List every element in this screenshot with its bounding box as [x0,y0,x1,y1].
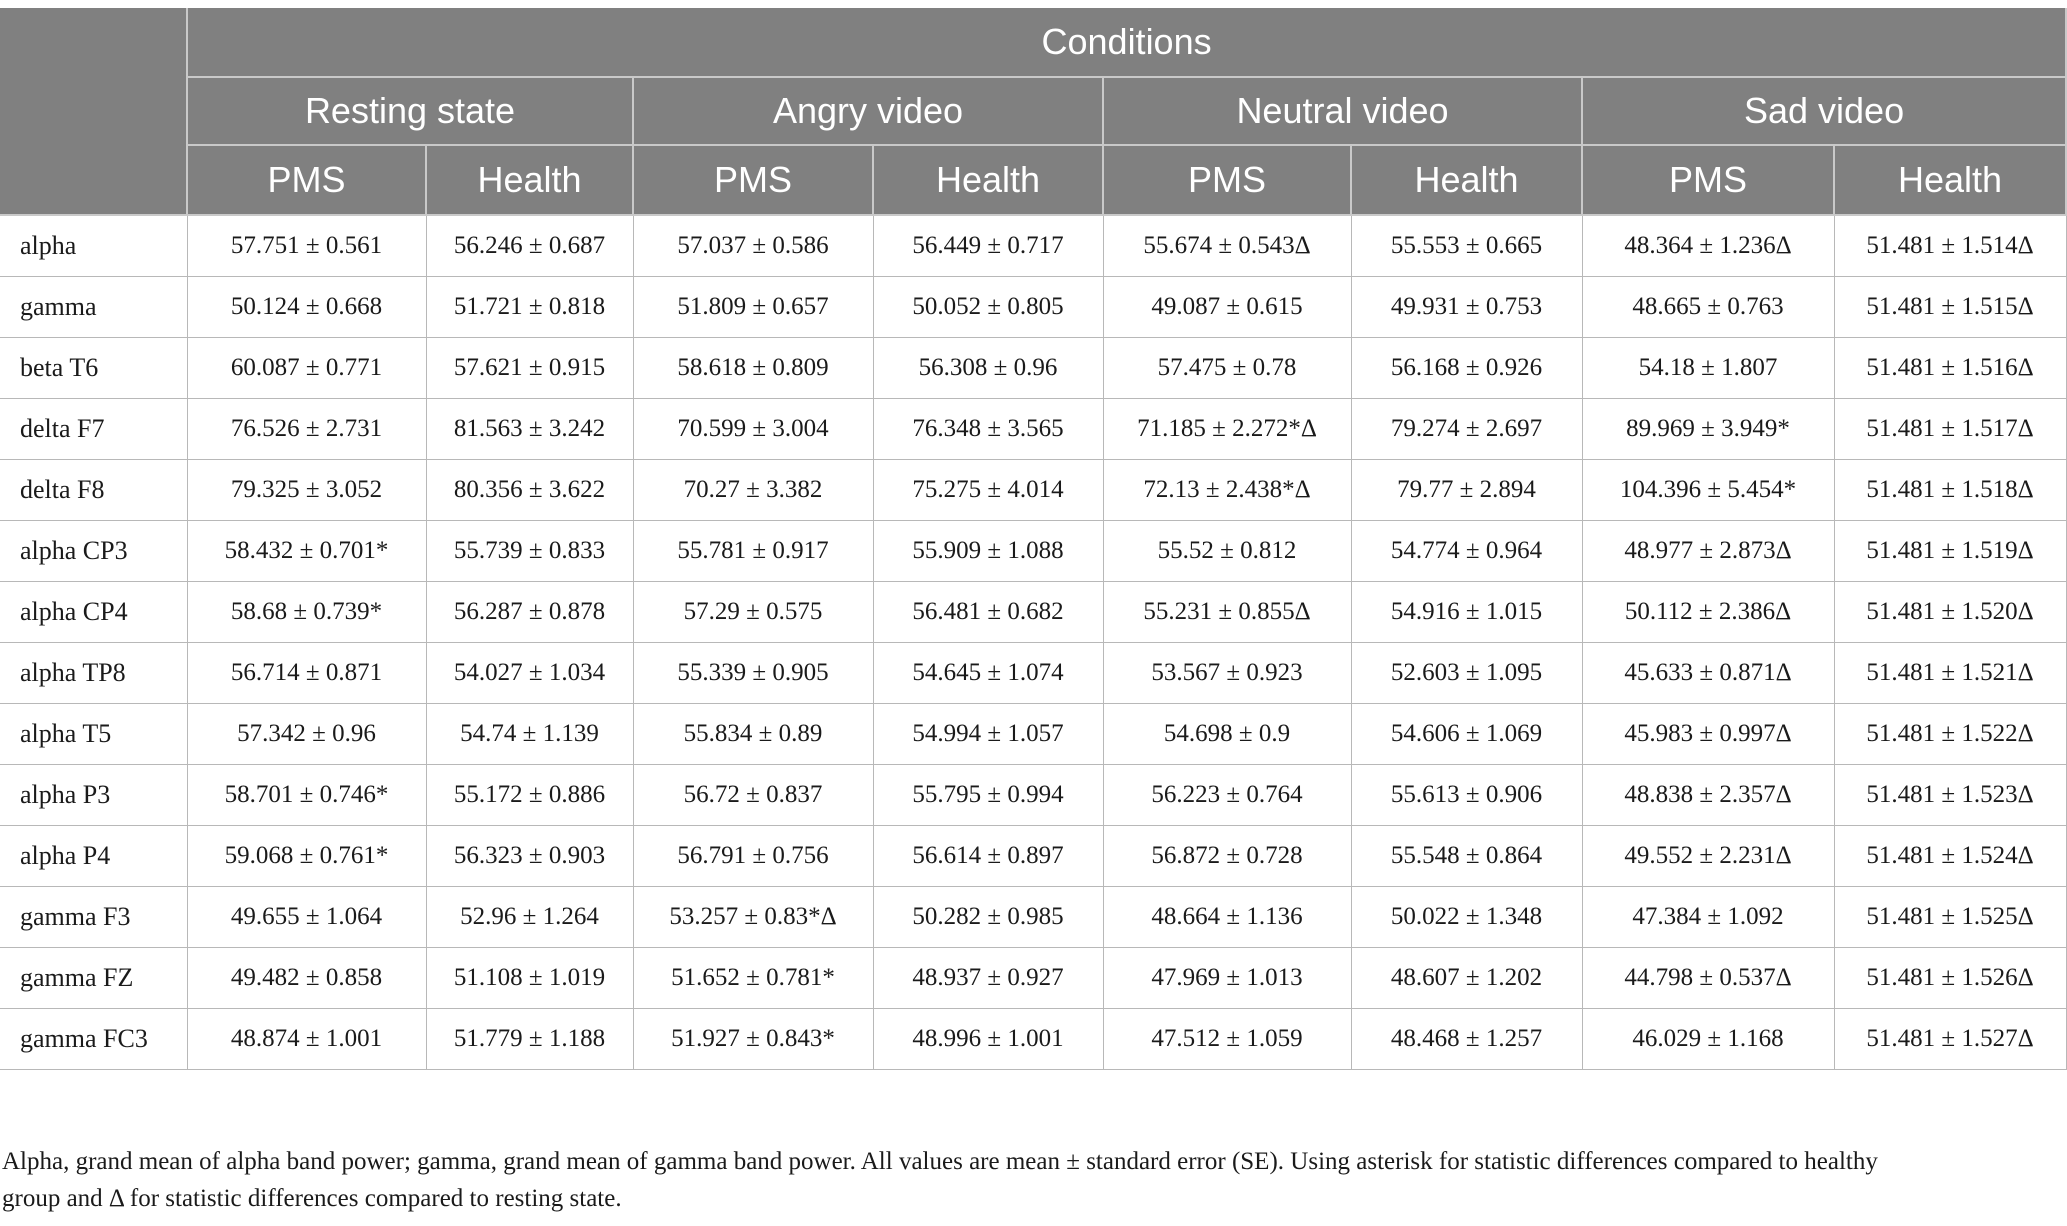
value-cell: 56.72 ± 0.837 [633,765,873,826]
value-cell: 57.751 ± 0.561 [187,215,426,277]
table-row [0,215,2066,277]
value-cell: 56.481 ± 0.682 [873,582,1103,643]
value-cell: 57.621 ± 0.915 [426,338,633,399]
value-cell: 56.287 ± 0.878 [426,582,633,643]
subgroup-header: PMS [1582,145,1834,215]
subgroup-header: PMS [633,145,873,215]
row-label: beta T6 [0,338,187,399]
value-cell: 55.553 ± 0.665 [1351,215,1582,277]
row-label: alpha CP4 [0,582,187,643]
value-cell: 56.614 ± 0.897 [873,826,1103,887]
value-cell: 51.809 ± 0.657 [633,277,873,338]
conditions-header: Conditions [187,8,2066,77]
value-cell: 45.983 ± 0.997Δ [1582,704,1834,765]
value-cell: 48.468 ± 1.257 [1351,1009,1582,1070]
table-row [0,826,2066,887]
value-cell: 53.567 ± 0.923 [1103,643,1351,704]
value-cell: 48.874 ± 1.001 [187,1009,426,1070]
header-row-group [0,8,2066,77]
table-row [0,521,2066,582]
value-cell: 56.791 ± 0.756 [633,826,873,887]
value-cell: 56.308 ± 0.96 [873,338,1103,399]
value-cell: 72.13 ± 2.438*Δ [1103,460,1351,521]
value-cell: 44.798 ± 0.537Δ [1582,948,1834,1009]
value-cell: 51.108 ± 1.019 [426,948,633,1009]
value-cell: 55.548 ± 0.864 [1351,826,1582,887]
value-cell: 47.969 ± 1.013 [1103,948,1351,1009]
value-cell: 50.112 ± 2.386Δ [1582,582,1834,643]
value-cell: 51.481 ± 1.516Δ [1834,338,2066,399]
footnote-line-2: group and Δ for statistic differences compared to resting state. [2,1185,622,1212]
row-label: gamma FC3 [0,1009,187,1070]
value-cell: 79.77 ± 2.894 [1351,460,1582,521]
value-cell: 51.481 ± 1.523Δ [1834,765,2066,826]
table-row [0,338,2066,399]
value-cell: 53.257 ± 0.83*Δ [633,887,873,948]
value-cell: 80.356 ± 3.622 [426,460,633,521]
row-label: alpha [0,215,187,277]
value-cell: 55.339 ± 0.905 [633,643,873,704]
table-row [0,765,2066,826]
table-footnote [2,1143,2042,1217]
value-cell: 50.124 ± 0.668 [187,277,426,338]
subgroup-header: Health [1834,145,2066,215]
value-cell: 49.482 ± 0.858 [187,948,426,1009]
value-cell: 54.645 ± 1.074 [873,643,1103,704]
header-row-subgroups [0,145,2066,215]
value-cell: 56.168 ± 0.926 [1351,338,1582,399]
value-cell: 76.526 ± 2.731 [187,399,426,460]
value-cell: 48.937 ± 0.927 [873,948,1103,1009]
value-cell: 55.909 ± 1.088 [873,521,1103,582]
value-cell: 49.087 ± 0.615 [1103,277,1351,338]
value-cell: 51.481 ± 1.514Δ [1834,215,2066,277]
value-cell: 52.96 ± 1.264 [426,887,633,948]
table-row [0,887,2066,948]
row-label: alpha T5 [0,704,187,765]
value-cell: 51.481 ± 1.520Δ [1834,582,2066,643]
value-cell: 54.74 ± 1.139 [426,704,633,765]
value-cell: 57.342 ± 0.96 [187,704,426,765]
value-cell: 57.29 ± 0.575 [633,582,873,643]
value-cell: 55.795 ± 0.994 [873,765,1103,826]
value-cell: 51.652 ± 0.781* [633,948,873,1009]
value-cell: 56.246 ± 0.687 [426,215,633,277]
table-body [0,215,2066,1070]
value-cell: 54.994 ± 1.057 [873,704,1103,765]
value-cell: 51.481 ± 1.527Δ [1834,1009,2066,1070]
row-label: alpha TP8 [0,643,187,704]
value-cell: 54.774 ± 0.964 [1351,521,1582,582]
value-cell: 54.916 ± 1.015 [1351,582,1582,643]
value-cell: 50.282 ± 0.985 [873,887,1103,948]
row-label: alpha P3 [0,765,187,826]
condition-header-angry: Angry video [633,77,1103,145]
value-cell: 56.872 ± 0.728 [1103,826,1351,887]
value-cell: 51.481 ± 1.522Δ [1834,704,2066,765]
table-header [0,8,2066,215]
table-row [0,1009,2066,1070]
value-cell: 55.834 ± 0.89 [633,704,873,765]
value-cell: 56.449 ± 0.717 [873,215,1103,277]
value-cell: 79.325 ± 3.052 [187,460,426,521]
value-cell: 57.037 ± 0.586 [633,215,873,277]
value-cell: 56.323 ± 0.903 [426,826,633,887]
value-cell: 48.664 ± 1.136 [1103,887,1351,948]
row-label: gamma F3 [0,887,187,948]
value-cell: 51.481 ± 1.519Δ [1834,521,2066,582]
value-cell: 48.607 ± 1.202 [1351,948,1582,1009]
subgroup-header: PMS [187,145,426,215]
value-cell: 55.613 ± 0.906 [1351,765,1582,826]
value-cell: 51.779 ± 1.188 [426,1009,633,1070]
value-cell: 49.931 ± 0.753 [1351,277,1582,338]
value-cell: 55.52 ± 0.812 [1103,521,1351,582]
value-cell: 79.274 ± 2.697 [1351,399,1582,460]
condition-header-neutral: Neutral video [1103,77,1582,145]
value-cell: 58.618 ± 0.809 [633,338,873,399]
value-cell: 56.223 ± 0.764 [1103,765,1351,826]
value-cell: 51.481 ± 1.521Δ [1834,643,2066,704]
table-row [0,460,2066,521]
value-cell: 60.087 ± 0.771 [187,338,426,399]
table-row [0,704,2066,765]
row-label: alpha P4 [0,826,187,887]
value-cell: 71.185 ± 2.272*Δ [1103,399,1351,460]
row-label: gamma [0,277,187,338]
value-cell: 58.701 ± 0.746* [187,765,426,826]
value-cell: 55.172 ± 0.886 [426,765,633,826]
value-cell: 47.384 ± 1.092 [1582,887,1834,948]
value-cell: 50.052 ± 0.805 [873,277,1103,338]
value-cell: 52.603 ± 1.095 [1351,643,1582,704]
value-cell: 50.022 ± 1.348 [1351,887,1582,948]
row-label: alpha CP3 [0,521,187,582]
value-cell: 48.665 ± 0.763 [1582,277,1834,338]
table-row [0,948,2066,1009]
value-cell: 51.927 ± 0.843* [633,1009,873,1070]
value-cell: 81.563 ± 3.242 [426,399,633,460]
value-cell: 55.231 ± 0.855Δ [1103,582,1351,643]
value-cell: 45.633 ± 0.871Δ [1582,643,1834,704]
value-cell: 55.674 ± 0.543Δ [1103,215,1351,277]
subgroup-header: Health [873,145,1103,215]
subgroup-header: PMS [1103,145,1351,215]
value-cell: 54.027 ± 1.034 [426,643,633,704]
table-row [0,399,2066,460]
value-cell: 75.275 ± 4.014 [873,460,1103,521]
value-cell: 54.18 ± 1.807 [1582,338,1834,399]
value-cell: 59.068 ± 0.761* [187,826,426,887]
table-row [0,277,2066,338]
table-row [0,643,2066,704]
value-cell: 70.599 ± 3.004 [633,399,873,460]
row-label: gamma FZ [0,948,187,1009]
value-cell: 70.27 ± 3.382 [633,460,873,521]
value-cell: 57.475 ± 0.78 [1103,338,1351,399]
value-cell: 49.655 ± 1.064 [187,887,426,948]
value-cell: 89.969 ± 3.949* [1582,399,1834,460]
condition-header-sad: Sad video [1582,77,2066,145]
footnote-line-1: Alpha, grand mean of alpha band power; gamma, grand mean of gamma band power. All values are mean ± standard error (SE). Using asterisk for statistic differences compared to healthy [2,1148,1878,1175]
results-table [0,8,2067,1070]
value-cell: 48.996 ± 1.001 [873,1009,1103,1070]
value-cell: 58.432 ± 0.701* [187,521,426,582]
value-cell: 104.396 ± 5.454* [1582,460,1834,521]
header-corner-cell [0,8,187,215]
value-cell: 48.838 ± 2.357Δ [1582,765,1834,826]
value-cell: 51.481 ± 1.526Δ [1834,948,2066,1009]
value-cell: 48.364 ± 1.236Δ [1582,215,1834,277]
results-table-container [0,8,2066,1070]
value-cell: 47.512 ± 1.059 [1103,1009,1351,1070]
value-cell: 76.348 ± 3.565 [873,399,1103,460]
header-row-conditions [0,77,2066,145]
row-label: delta F7 [0,399,187,460]
table-row [0,582,2066,643]
value-cell: 55.739 ± 0.833 [426,521,633,582]
value-cell: 46.029 ± 1.168 [1582,1009,1834,1070]
condition-header-resting: Resting state [187,77,633,145]
value-cell: 54.698 ± 0.9 [1103,704,1351,765]
value-cell: 54.606 ± 1.069 [1351,704,1582,765]
value-cell: 51.721 ± 0.818 [426,277,633,338]
row-label: delta F8 [0,460,187,521]
subgroup-header: Health [1351,145,1582,215]
value-cell: 48.977 ± 2.873Δ [1582,521,1834,582]
value-cell: 51.481 ± 1.524Δ [1834,826,2066,887]
value-cell: 55.781 ± 0.917 [633,521,873,582]
value-cell: 56.714 ± 0.871 [187,643,426,704]
value-cell: 51.481 ± 1.525Δ [1834,887,2066,948]
value-cell: 51.481 ± 1.517Δ [1834,399,2066,460]
value-cell: 51.481 ± 1.518Δ [1834,460,2066,521]
value-cell: 51.481 ± 1.515Δ [1834,277,2066,338]
subgroup-header: Health [426,145,633,215]
value-cell: 49.552 ± 2.231Δ [1582,826,1834,887]
value-cell: 58.68 ± 0.739* [187,582,426,643]
